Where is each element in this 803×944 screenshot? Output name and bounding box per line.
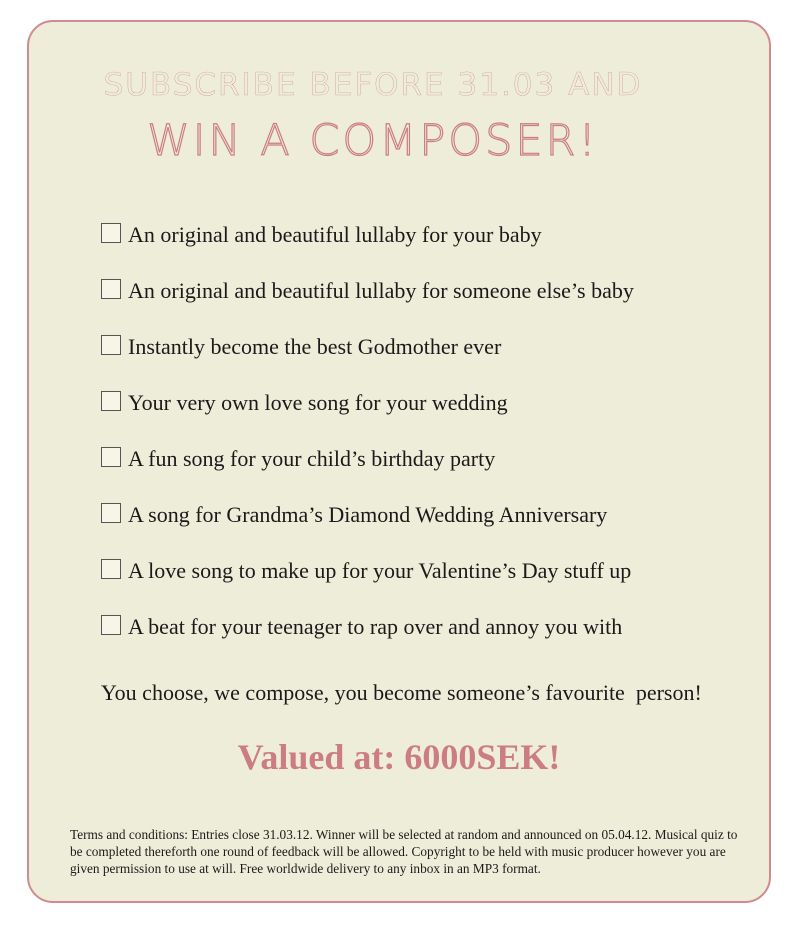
checkbox[interactable] <box>101 391 121 411</box>
checkbox[interactable] <box>101 279 121 299</box>
prize-option-label: Instantly become the best Godmother ever <box>128 334 502 359</box>
prize-option[interactable] <box>101 207 634 263</box>
prize-option-label: An original and beautiful lullaby for someone else’s baby <box>128 278 634 303</box>
prize-options-list <box>101 207 634 655</box>
prize-option[interactable] <box>101 263 634 319</box>
checkbox[interactable] <box>101 335 121 355</box>
checkbox[interactable] <box>101 223 121 243</box>
tagline: You choose, we compose, you become someone’s favourite person! <box>101 680 702 705</box>
prize-option[interactable] <box>101 599 634 655</box>
terms-and-conditions: Terms and conditions: Entries close 31.03.12. Winner will be selected at random and announced on 05.04.12. Musical quiz to be completed thereforth one round of feedback will be allowed. Copyright to be held with music producer however you are given permission to use at will. Free worldwide delivery to any inbox in an MP3 format. <box>70 827 738 876</box>
headline-subscribe: SUBSCRIBE BEFORE 31.03 AND <box>103 67 643 103</box>
prize-option-label: A beat for your teenager to rap over and annoy you with <box>128 614 623 639</box>
checkbox[interactable] <box>101 447 121 467</box>
prize-option-label: A fun song for your child’s birthday party <box>128 446 496 471</box>
prize-option-label: A love song to make up for your Valentine’s Day stuff up <box>128 558 632 583</box>
prize-value: Valued at: 6000SEK! <box>237 737 561 777</box>
prize-option[interactable] <box>101 375 634 431</box>
prize-option[interactable] <box>101 487 634 543</box>
prize-option[interactable] <box>101 431 634 487</box>
prize-option-label: A song for Grandma’s Diamond Wedding Anniversary <box>128 502 608 527</box>
promo-card <box>27 20 771 903</box>
prize-option-label: Your very own love song for your wedding <box>128 390 508 415</box>
prize-option-label: An original and beautiful lullaby for your baby <box>128 222 542 247</box>
prize-option[interactable] <box>101 543 634 599</box>
checkbox[interactable] <box>101 503 121 523</box>
checkbox[interactable] <box>101 615 121 635</box>
checkbox[interactable] <box>101 559 121 579</box>
headline-win: WIN A COMPOSER! <box>147 116 599 166</box>
prize-option[interactable] <box>101 319 634 375</box>
